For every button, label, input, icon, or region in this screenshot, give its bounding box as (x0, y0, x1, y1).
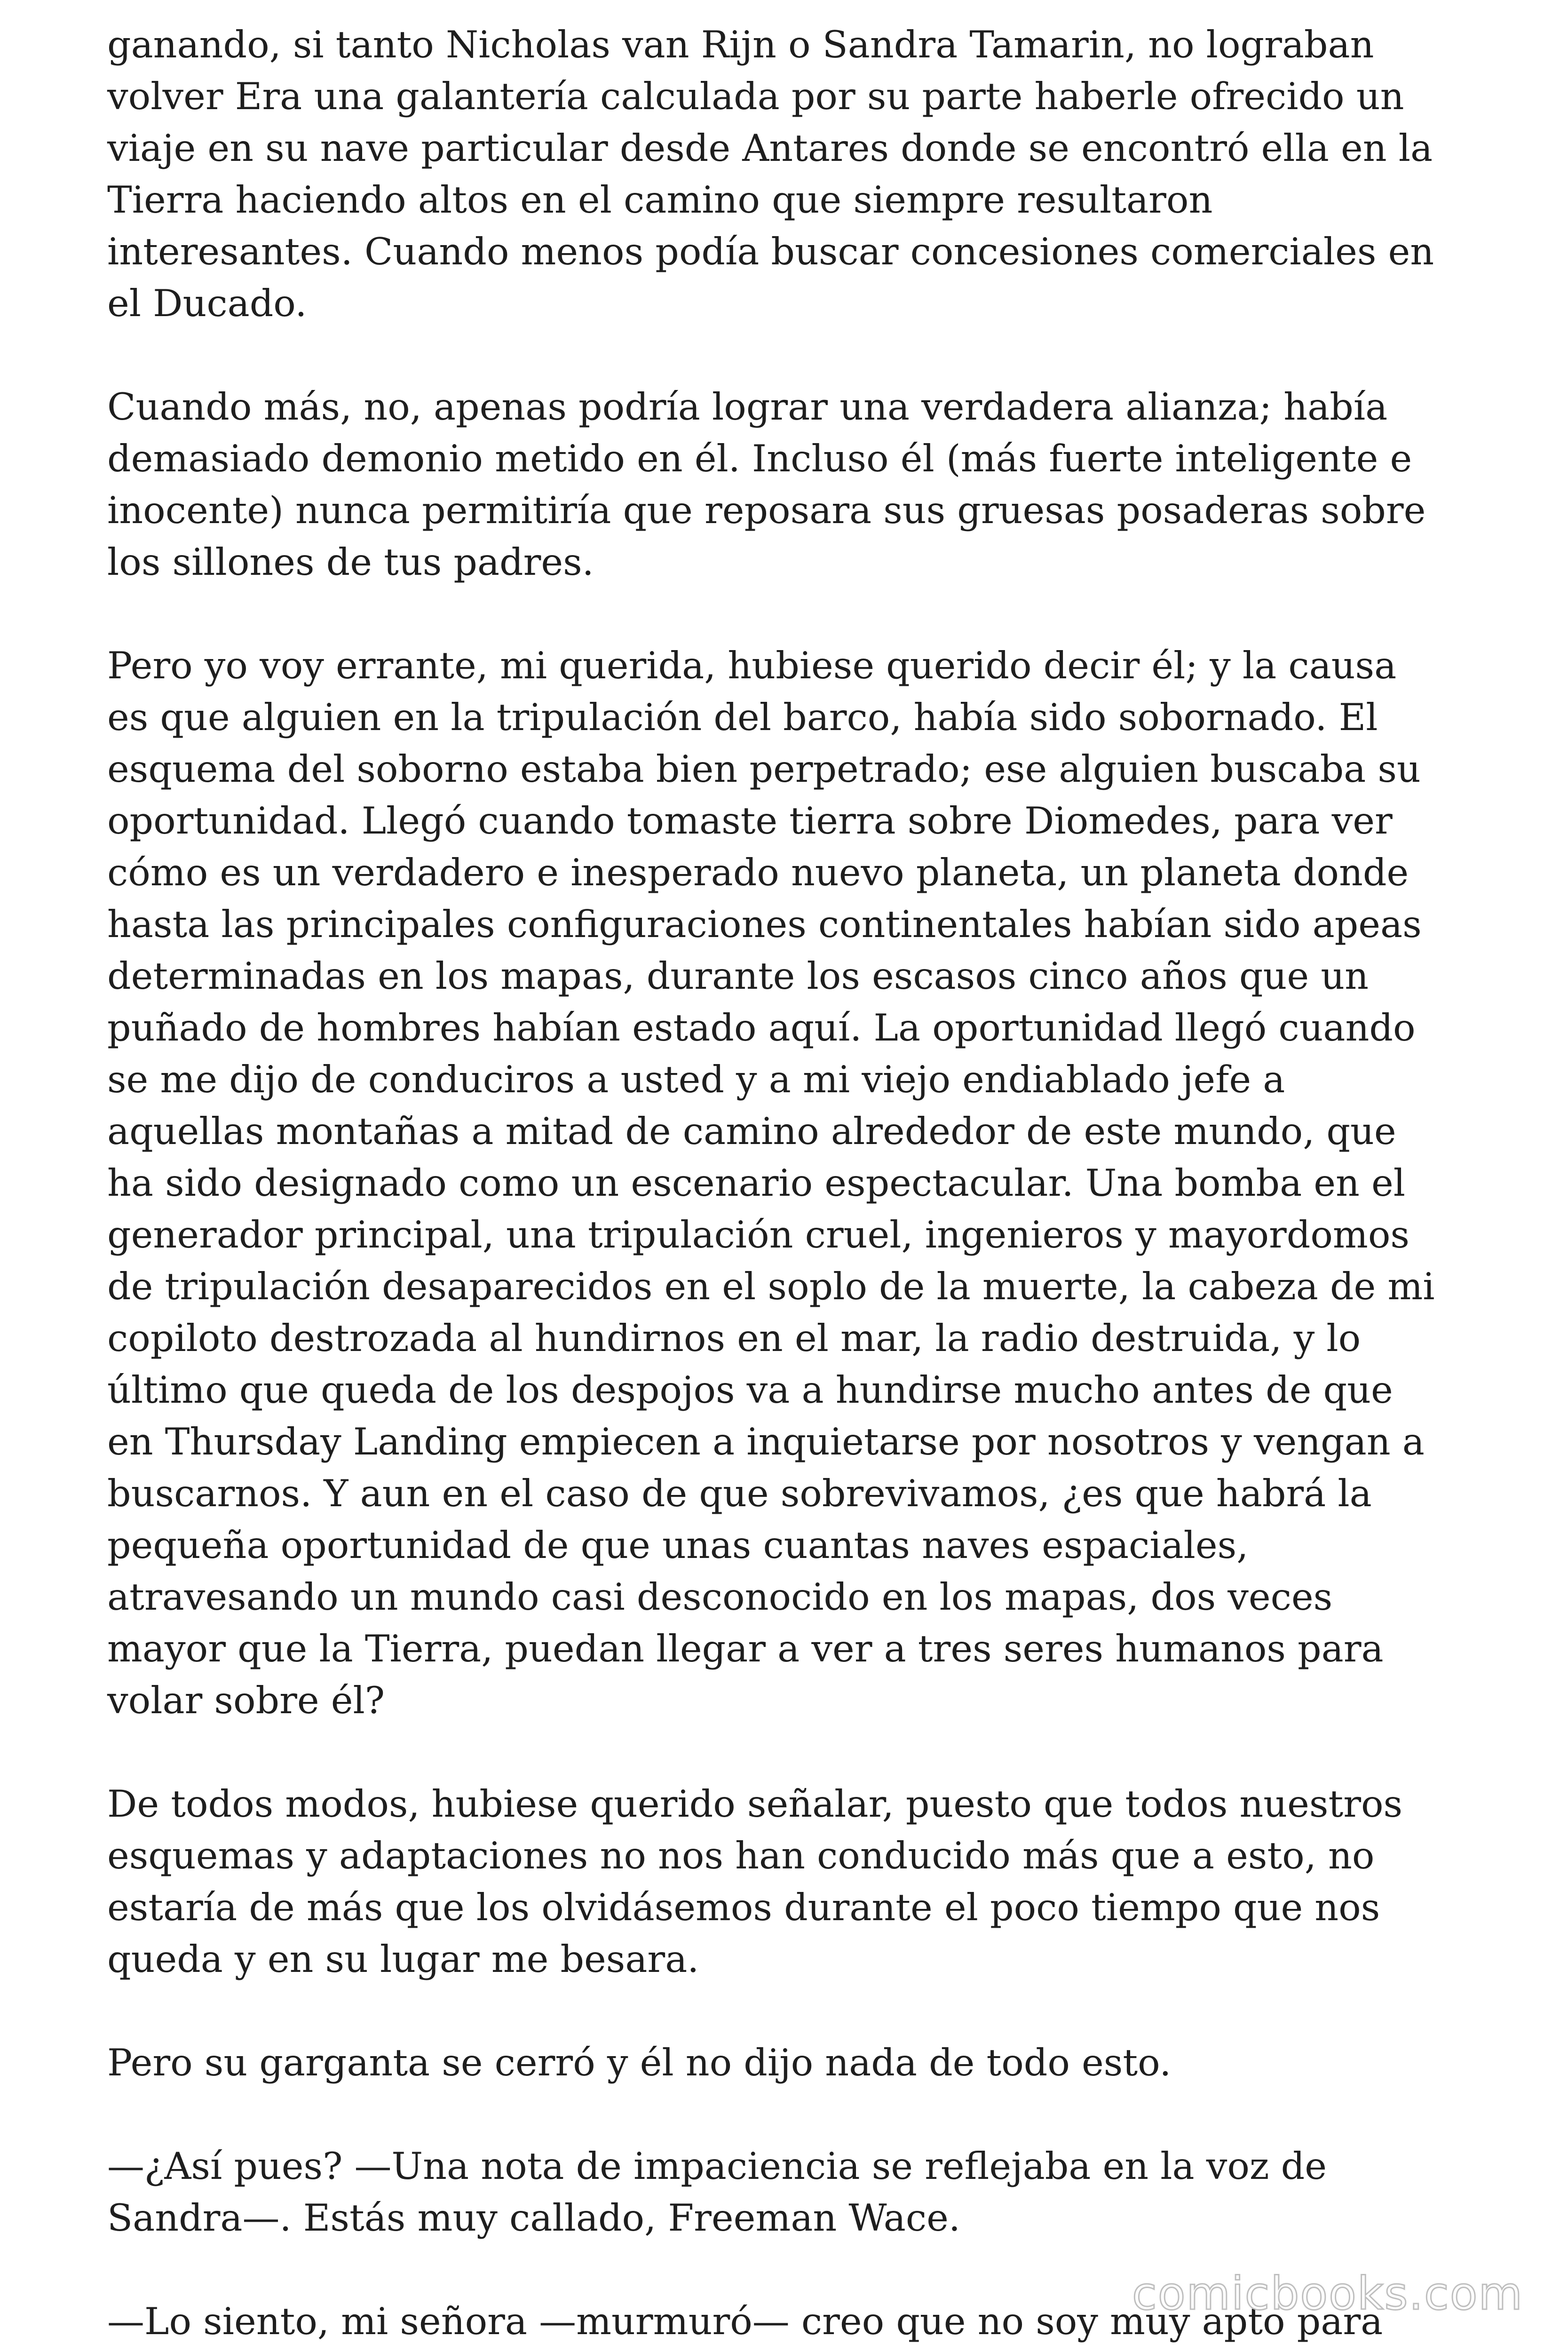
text-line: ha sido designado como un escenario espectacular. Una bomba en el (107, 1161, 1406, 1205)
text-line: Tierra haciendo altos en el camino que siempre resultaron (107, 178, 1213, 222)
text-line: interesantes. Cuando menos podía buscar concesiones comerciales en (107, 230, 1434, 273)
text-line: cómo es un verdadero e inesperado nuevo planeta, un planeta donde (107, 851, 1409, 894)
text-line: es que alguien en la tripulación del barco, había sido sobornado. El (107, 696, 1378, 739)
text-line: aquellas montañas a mitad de camino alrededor de este mundo, que (107, 1110, 1396, 1153)
text-line: esquema del soborno estaba bien perpetrado; ese alguien buscaba su (107, 747, 1421, 791)
text-line: Pero su garganta se cerró y él no dijo nada de todo esto. (107, 2041, 1172, 2084)
paragraph (107, 19, 1471, 329)
text-line: esquemas y adaptaciones no nos han conducido más que a esto, no (107, 1834, 1375, 1877)
paragraph (107, 2037, 1471, 2089)
text-line: generador principal, una tripulación cruel, ingenieros y mayordomos (107, 1213, 1410, 1256)
text-line: estaría de más que los olvidásemos durante el poco tiempo que nos (107, 1886, 1380, 1929)
paragraph (107, 2140, 1471, 2244)
text-line: De todos modos, hubiese querido señalar, puesto que todos nuestros (107, 1782, 1403, 1826)
text-line: mayor que la Tierra, puedan llegar a ver a tres seres humanos para (107, 1627, 1384, 1670)
text-line: demasiado demonio metido en él. Incluso él (más fuerte inteligente e (107, 437, 1412, 480)
text-line: pequeña oportunidad de que unas cuantas naves espaciales, (107, 1524, 1249, 1567)
text-line: copiloto destrozada al hundirnos en el mar, la radio destruida, y lo (107, 1317, 1361, 1360)
paragraph (107, 381, 1471, 588)
text-line: puñado de hombres habían estado aquí. La oportunidad llegó cuando (107, 1006, 1416, 1049)
text-line: se me dijo de conduciros a usted y a mi viejo endiablado jefe a (107, 1058, 1285, 1101)
text-line: viaje en su nave particular desde Antares donde se encontró ella en la (107, 127, 1433, 170)
text-line: Cuando más, no, apenas podría lograr una verdadera alianza; había (107, 385, 1388, 429)
text-line: atravesando un mundo casi desconocido en los mapas, dos veces (107, 1575, 1333, 1619)
text-line: determinadas en los mapas, durante los escasos cinco años que un (107, 954, 1369, 998)
text-line: último que queda de los despojos va a hundirse mucho antes de que (107, 1368, 1393, 1412)
text-line: el Ducado. (107, 282, 307, 325)
text-line: inocente) nunca permitiría que reposara sus gruesas posaderas sobre (107, 489, 1426, 532)
text-line: queda y en su lugar me besara. (107, 1938, 699, 1981)
text-line: volar sobre él? (107, 1679, 385, 1722)
text-line: oportunidad. Llegó cuando tomaste tierra sobre Diomedes, para ver (107, 799, 1393, 842)
document-page (107, 19, 1471, 2352)
text-body (107, 19, 1471, 2347)
text-line: —Lo siento, mi señora —murmuró— creo que no soy muy apto para (107, 2300, 1383, 2343)
text-line: volver Era una galantería calculada por su parte haberle ofrecido un (107, 75, 1404, 118)
text-line: —¿Así pues? —Una nota de impaciencia se reflejaba en la voz de (107, 2145, 1327, 2188)
text-line: los sillones de tus padres. (107, 540, 594, 584)
paragraph (107, 640, 1471, 1726)
text-line: Sandra—. Estás muy callado, Freeman Wace. (107, 2196, 960, 2240)
text-line: hasta las principales configuraciones continentales habían sido apeas (107, 903, 1422, 946)
text-line: Pero yo voy errante, mi querida, hubiese querido decir él; y la causa (107, 644, 1397, 687)
text-line: de tripulación desaparecidos en el soplo de la muerte, la cabeza de mi (107, 1265, 1435, 1308)
site-watermark: comicbooks.com (1132, 2267, 1523, 2320)
paragraph (107, 1778, 1471, 1985)
text-line: buscarnos. Y aun en el caso de que sobrevivamos, ¿es que habrá la (107, 1472, 1372, 1515)
text-line: ganando, si tanto Nicholas van Rijn o Sandra Tamarin, no lograban (107, 23, 1374, 66)
text-line: en Thursday Landing empiecen a inquietarse por nosotros y vengan a (107, 1420, 1425, 1463)
